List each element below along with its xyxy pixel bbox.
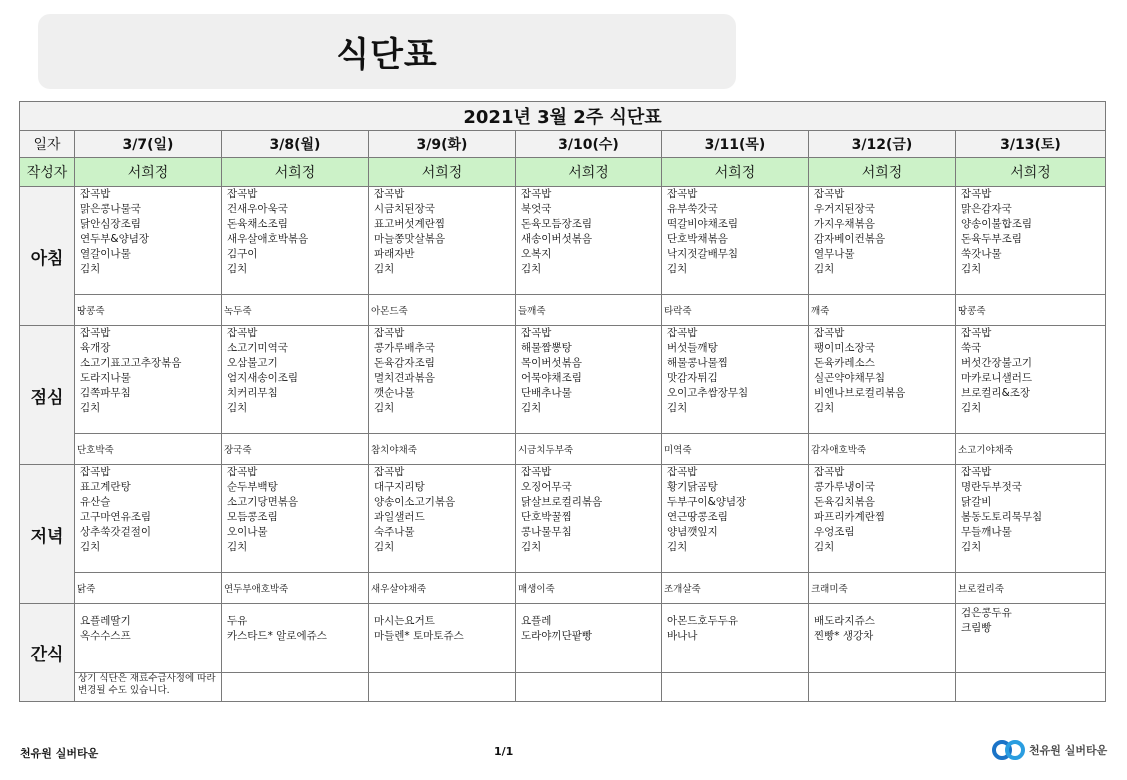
- snack-items: [662, 604, 808, 644]
- menu-item: 김치: [521, 541, 542, 553]
- porridge-row: [20, 434, 1106, 465]
- menu-item: 떡갈비야채조림: [667, 218, 739, 230]
- menu-item: 돈육감자조림: [374, 357, 435, 369]
- menu-item: 김치: [814, 263, 835, 275]
- writer-cell: 서희정: [956, 158, 1106, 187]
- menu-table: [19, 101, 1106, 702]
- menu-item: 잡곡밥: [227, 466, 258, 478]
- menu-item: 단호박꿀찜: [521, 511, 572, 523]
- menu-item: 오복지: [521, 248, 552, 260]
- writer-cell: 서희정: [516, 158, 662, 187]
- menu-item: 도라지나물: [80, 372, 131, 384]
- menu-item: 버섯들깨탕: [667, 342, 718, 354]
- snack-cell: [369, 604, 516, 673]
- writer-label: 작성자: [20, 158, 75, 187]
- menu-item: 콩나물무침: [521, 526, 572, 538]
- menu-item: 시금치된장국: [374, 203, 435, 215]
- menu-items: [75, 187, 221, 277]
- porridge-row: [20, 573, 1106, 604]
- porridge-cell: 단호박죽: [75, 434, 222, 465]
- porridge-cell: 들깨죽: [516, 295, 662, 326]
- snack-items: [956, 604, 1105, 636]
- menu-item: 김치: [667, 541, 688, 553]
- menu-item: 오이고추쌈장무침: [667, 387, 749, 399]
- meal-label: 저녁: [20, 465, 75, 604]
- menu-item: 잡곡밥: [814, 327, 845, 339]
- menu-items: [662, 465, 808, 555]
- snack-cell: [75, 604, 222, 673]
- caption-row: [20, 102, 1106, 131]
- menu-item: 김치: [374, 402, 395, 414]
- footer-logo: [992, 738, 1107, 762]
- porridge-row: [20, 295, 1106, 326]
- menu-item: 파프리카계란찜: [814, 511, 886, 523]
- menu-item: 대구지리탕: [374, 481, 425, 493]
- menu-item: 잡곡밥: [374, 188, 405, 200]
- menu-item: 김치: [667, 263, 688, 275]
- porridge-cell: 장국죽: [222, 434, 369, 465]
- menu-item: 순두부백탕: [227, 481, 278, 493]
- porridge-cell: 감자애호박죽: [809, 434, 956, 465]
- date-cell: 3/12(금): [809, 131, 956, 158]
- porridge-cell: 소고기야채죽: [956, 434, 1106, 465]
- menu-item: 김치: [227, 263, 248, 275]
- menu-cell: [369, 465, 516, 573]
- porridge-cell: 미역죽: [662, 434, 809, 465]
- menu-item: 김치: [374, 263, 395, 275]
- menu-cell: [956, 326, 1106, 434]
- date-cell: 3/13(토): [956, 131, 1106, 158]
- menu-item: 목이버섯볶음: [521, 357, 582, 369]
- menu-item: 김치: [227, 541, 248, 553]
- menu-item: 잡곡밥: [814, 466, 845, 478]
- menu-item: 잡곡밥: [521, 188, 552, 200]
- menu-item: 연근땅콩조림: [667, 511, 728, 523]
- menu-items: [369, 465, 515, 555]
- menu-item: 김치: [521, 263, 542, 275]
- porridge-cell: 새우살야채죽: [369, 573, 516, 604]
- porridge-cell: 땅콩죽: [75, 295, 222, 326]
- menu-item: 비엔나브로컬리볶음: [814, 387, 906, 399]
- menu-item: 잡곡밥: [80, 327, 111, 339]
- menu-item: 잡곡밥: [667, 188, 698, 200]
- menu-item: 돈육김치볶음: [814, 496, 875, 508]
- menu-item: 오삼불고기: [227, 357, 278, 369]
- menu-item: 잡곡밥: [80, 466, 111, 478]
- meal-row: [20, 326, 1106, 434]
- menu-item: 단호박채볶음: [667, 233, 728, 245]
- menu-item: 잡곡밥: [227, 327, 258, 339]
- writer-cell: 서희정: [369, 158, 516, 187]
- menu-item: 잡곡밥: [814, 188, 845, 200]
- menu-cell: [222, 465, 369, 573]
- menu-items: [369, 187, 515, 277]
- menu-cell: [662, 187, 809, 295]
- menu-item: 잡곡밥: [667, 466, 698, 478]
- menu-items: [222, 187, 368, 277]
- menu-cell: [956, 187, 1106, 295]
- date-cell: 3/11(목): [662, 131, 809, 158]
- date-cell: 3/9(화): [369, 131, 516, 158]
- menu-item: 연두부&양념장: [80, 233, 150, 245]
- menu-item: 쑥국: [961, 342, 982, 354]
- snack-item: 검은콩두유: [961, 607, 1012, 619]
- menu-item: 고구마연유조림: [80, 511, 152, 523]
- menu-item: 콩가루배추국: [374, 342, 435, 354]
- menu-item: 잡곡밥: [374, 327, 405, 339]
- menu-item: 잡곡밥: [961, 466, 992, 478]
- menu-item: 소고기당면볶음: [227, 496, 299, 508]
- menu-cell: [662, 465, 809, 573]
- menu-item: 소고기미역국: [227, 342, 288, 354]
- menu-item: 돈육모듬장조림: [521, 218, 593, 230]
- menu-cell: [516, 187, 662, 295]
- snack-item: 크림빵: [961, 622, 992, 634]
- menu-item: 버섯간장불고기: [961, 357, 1033, 369]
- menu-item: 맑은감자국: [961, 203, 1012, 215]
- menu-item: 김치: [80, 541, 101, 553]
- menu-item: 닭안심장조림: [80, 218, 141, 230]
- snack-item: 배도라지쥬스: [814, 615, 875, 627]
- menu-item: 해물짬뽕탕: [521, 342, 572, 354]
- porridge-cell: 시금치두부죽: [516, 434, 662, 465]
- menu-item: 오징어무국: [521, 481, 572, 493]
- snack-cell: [809, 604, 956, 673]
- menu-item: 무들깨나물: [961, 526, 1012, 538]
- snack-item: 카스타드* 알로에쥬스: [227, 630, 327, 642]
- menu-item: 김치: [961, 402, 982, 414]
- menu-item: 소고기표고고추장볶음: [80, 357, 182, 369]
- menu-item: 마늘쫑맛살볶음: [374, 233, 446, 245]
- snack-cell: [956, 604, 1106, 673]
- empty-cell: [222, 673, 369, 702]
- menu-items: [809, 465, 955, 555]
- menu-item: 육개장: [80, 342, 111, 354]
- writer-row: [20, 158, 1106, 187]
- snack-item: 요플레딸기: [80, 615, 131, 627]
- menu-item: 김치: [80, 402, 101, 414]
- menu-item: 열갈이나물: [80, 248, 131, 260]
- empty-cell: [369, 673, 516, 702]
- menu-items: [956, 465, 1105, 555]
- menu-item: 맑은콩나물국: [80, 203, 141, 215]
- menu-cell: [662, 326, 809, 434]
- menu-item: 양송이불합조림: [961, 218, 1033, 230]
- logo-text: 천유원 실버타운: [1029, 744, 1108, 757]
- menu-item: 명란두부젓국: [961, 481, 1022, 493]
- menu-cell: [809, 465, 956, 573]
- menu-item: 김치: [521, 402, 542, 414]
- footer-org: 천유원 실버타운: [20, 747, 99, 760]
- menu-item: 김치: [961, 541, 982, 553]
- date-cell: 3/7(일): [75, 131, 222, 158]
- menu-item: 돈육카레소스: [814, 357, 875, 369]
- snack-cell: [662, 604, 809, 673]
- menu-item: 열무나물: [814, 248, 855, 260]
- menu-item: 잡곡밥: [521, 327, 552, 339]
- menu-item: 오이나물: [227, 526, 268, 538]
- menu-item: 과일샐러드: [374, 511, 425, 523]
- menu-item: 잡곡밥: [80, 188, 111, 200]
- writer-cell: 서희정: [662, 158, 809, 187]
- menu-item: 표고버섯계란찜: [374, 218, 446, 230]
- porridge-cell: 브로컬리죽: [956, 573, 1106, 604]
- porridge-cell: 깨죽: [809, 295, 956, 326]
- menu-item: 잡곡밥: [227, 188, 258, 200]
- snack-item: 마시는요거트: [374, 615, 435, 627]
- menu-cell: [75, 326, 222, 434]
- menu-item: 돈육채소조림: [227, 218, 288, 230]
- empty-cell: [956, 673, 1106, 702]
- porridge-cell: 크래미죽: [809, 573, 956, 604]
- porridge-cell: 땅콩죽: [956, 295, 1106, 326]
- menu-item: 김치: [667, 402, 688, 414]
- menu-item: 잡곡밥: [667, 327, 698, 339]
- menu-item: 실곤약야채무침: [814, 372, 886, 384]
- menu-item: 봄동도토리묵무침: [961, 511, 1043, 523]
- menu-item: 김구이: [227, 248, 258, 260]
- menu-item: 팽이미소장국: [814, 342, 875, 354]
- menu-item: 엄지새송이조림: [227, 372, 299, 384]
- snack-items: [809, 604, 955, 644]
- menu-item: 표고계란탕: [80, 481, 131, 493]
- menu-cell: [516, 465, 662, 573]
- snack-item: 옥수수스프: [80, 630, 131, 642]
- menu-item: 깻순나물: [374, 387, 415, 399]
- menu-items: [516, 465, 661, 555]
- menu-item: 잡곡밥: [961, 188, 992, 200]
- porridge-cell: 타락죽: [662, 295, 809, 326]
- date-row: [20, 131, 1106, 158]
- menu-item: 새우살애호박볶음: [227, 233, 309, 245]
- note-cell: [75, 673, 222, 702]
- menu-cell: [516, 326, 662, 434]
- menu-item: 김치: [814, 541, 835, 553]
- menu-item: 브로컬리&조장: [961, 387, 1031, 399]
- snack-item: 찐빵* 생강차: [814, 630, 874, 642]
- menu-item: 숙주나물: [374, 526, 415, 538]
- date-label: 일자: [20, 131, 75, 158]
- snack-items: [369, 604, 515, 644]
- porridge-cell: 연두부애호박죽: [222, 573, 369, 604]
- menu-item: 우엉조림: [814, 526, 855, 538]
- date-cell: 3/8(월): [222, 131, 369, 158]
- writer-cell: 서희정: [75, 158, 222, 187]
- snack-item: 두유: [227, 615, 248, 627]
- page-title: 식단표: [336, 35, 438, 75]
- snack-item: 도라야끼단팥빵: [521, 630, 593, 642]
- writer-cell: 서희정: [222, 158, 369, 187]
- menu-items: [662, 187, 808, 277]
- menu-item: 감자베이컨볶음: [814, 233, 886, 245]
- menu-item: 김치: [227, 402, 248, 414]
- empty-cell: [809, 673, 956, 702]
- menu-item: 황기닭곰탕: [667, 481, 718, 493]
- meal-row: [20, 187, 1106, 295]
- menu-item: 건새우아욱국: [227, 203, 288, 215]
- porridge-cell: 아몬드죽: [369, 295, 516, 326]
- menu-item: 닭갈비: [961, 496, 992, 508]
- menu-items: [369, 326, 515, 416]
- meal-row: [20, 465, 1106, 573]
- logo-mark-icon: [992, 738, 1026, 762]
- menu-items: [809, 326, 955, 416]
- menu-item: 김치: [814, 402, 835, 414]
- porridge-cell: 참치야채죽: [369, 434, 516, 465]
- menu-item: 두부구이&양념장: [667, 496, 747, 508]
- menu-item: 해물콩나물찜: [667, 357, 728, 369]
- menu-item: 단배추나물: [521, 387, 572, 399]
- menu-item: 가지우채볶음: [814, 218, 875, 230]
- page-title-box: [38, 14, 736, 89]
- menu-item: 잡곡밥: [374, 466, 405, 478]
- empty-cell: [516, 673, 662, 702]
- menu-item: 양송이소고기볶음: [374, 496, 456, 508]
- menu-cell: [75, 187, 222, 295]
- menu-cell: [222, 326, 369, 434]
- menu-cell: [809, 326, 956, 434]
- menu-cell: [75, 465, 222, 573]
- snack-item: 마들렌* 토마토쥬스: [374, 630, 464, 642]
- menu-items: [809, 187, 955, 277]
- menu-cell: [222, 187, 369, 295]
- menu-cell: [809, 187, 956, 295]
- menu-item: 파래자반: [374, 248, 415, 260]
- note-row: [20, 673, 1106, 702]
- menu-item: 콩가루냉이국: [814, 481, 875, 493]
- menu-item: 유부쑥갓국: [667, 203, 718, 215]
- date-cell: 3/10(수): [516, 131, 662, 158]
- menu-items: [75, 326, 221, 416]
- menu-item: 닭살브로컬리볶음: [521, 496, 603, 508]
- menu-item: 김치: [80, 263, 101, 275]
- menu-items: [956, 187, 1105, 277]
- empty-cell: [662, 673, 809, 702]
- menu-item: 북엇국: [521, 203, 552, 215]
- footer-page-number: 1/1: [494, 745, 514, 758]
- menu-items: [75, 465, 221, 555]
- table-caption: 2021년 3월 2주 식단표: [20, 102, 1106, 131]
- menu-item: 낙지젓갈배무침: [667, 248, 739, 260]
- menu-cell: [369, 187, 516, 295]
- menu-item: 양념깻잎지: [667, 526, 718, 538]
- menu-item: 모듬콩조림: [227, 511, 278, 523]
- menu-items: [222, 326, 368, 416]
- menu-cell: [956, 465, 1106, 573]
- menu-items: [662, 326, 808, 416]
- menu-item: 잡곡밥: [521, 466, 552, 478]
- menu-item: 마카로니샐러드: [961, 372, 1033, 384]
- menu-item: 어묵야채조림: [521, 372, 582, 384]
- snack-item: 아몬드호두두유: [667, 615, 739, 627]
- snack-items: [516, 604, 661, 644]
- menu-item: 유산슬: [80, 496, 111, 508]
- menu-item: 김치: [961, 263, 982, 275]
- menu-item: 김쪽파무침: [80, 387, 131, 399]
- porridge-cell: 닭죽: [75, 573, 222, 604]
- snack-cell: [516, 604, 662, 673]
- menu-item: 쑥갓나물: [961, 248, 1002, 260]
- snack-item: 바나나: [667, 630, 698, 642]
- porridge-cell: 매생이죽: [516, 573, 662, 604]
- porridge-cell: 녹두죽: [222, 295, 369, 326]
- menu-cell: [369, 326, 516, 434]
- snack-label: 간식: [20, 604, 75, 702]
- menu-item: 상추쑥갓겉절이: [80, 526, 152, 538]
- menu-items: [222, 465, 368, 555]
- menu-item: 잡곡밥: [961, 327, 992, 339]
- menu-item: 우거지된장국: [814, 203, 875, 215]
- menu-item: 돈육두부조림: [961, 233, 1022, 245]
- menu-items: [516, 326, 661, 416]
- menu-item: 맛감자튀김: [667, 372, 718, 384]
- menu-items: [516, 187, 661, 277]
- menu-items: [956, 326, 1105, 416]
- menu-item: 새송이버섯볶음: [521, 233, 593, 245]
- menu-item: 멸치견과볶음: [374, 372, 435, 384]
- snack-row: [20, 604, 1106, 673]
- porridge-cell: 조개살죽: [662, 573, 809, 604]
- menu-item: 치커리무침: [227, 387, 278, 399]
- menu-note: 상기 식단은 재료수급사정에 따라 변경될 수도 있습니다.: [78, 673, 216, 696]
- snack-item: 요플레: [521, 615, 552, 627]
- snack-items: [222, 604, 368, 644]
- meal-label: 점심: [20, 326, 75, 465]
- snack-items: [75, 604, 221, 644]
- writer-cell: 서희정: [809, 158, 956, 187]
- meal-label: 아침: [20, 187, 75, 326]
- snack-cell: [222, 604, 369, 673]
- menu-item: 김치: [374, 541, 395, 553]
